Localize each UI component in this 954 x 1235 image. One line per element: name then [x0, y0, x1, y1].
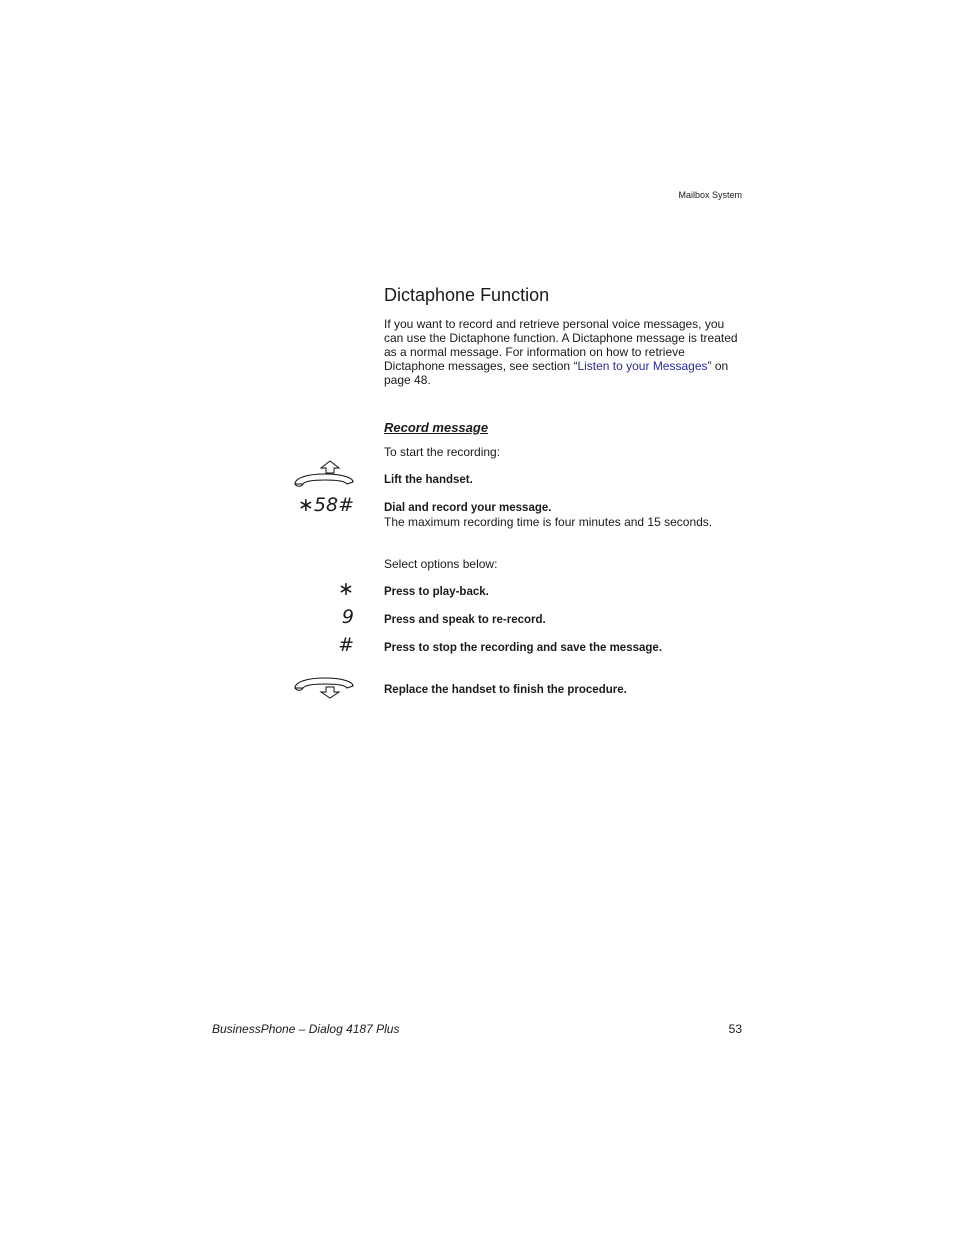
- select-options-text: Select options below:: [384, 557, 498, 571]
- star-key: ∗: [338, 578, 354, 600]
- intro-text-after-link: ” on page 48.: [384, 359, 729, 387]
- option-re-record: Press and speak to re-record.: [384, 614, 546, 626]
- footer-product-name: BusinessPhone – Dialog 4187 Plus: [212, 1022, 400, 1036]
- intro-text-before-link: If you want to record and retrieve personal voice messages, you can use the Dictaphone function. A Dictaphone message is treated as a normal message. For information on how to retrieve Dictaphone messages, see section “: [384, 317, 738, 373]
- page-number: 53: [728, 1022, 742, 1036]
- dial-code-key: ∗58#: [297, 494, 354, 516]
- record-message-subtitle: Record message: [384, 420, 489, 435]
- hash-key: #: [338, 634, 354, 656]
- start-recording-text: To start the recording:: [384, 445, 501, 459]
- handset-lift-icon: [293, 460, 355, 490]
- nine-key: 9: [341, 606, 354, 628]
- intro-paragraph: [384, 317, 744, 387]
- option-stop-save: Press to stop the recording and save the message.: [384, 642, 663, 654]
- step-lift-handset: Lift the handset.: [384, 474, 473, 486]
- step-dial-record: Dial and record your message.: [384, 502, 552, 514]
- handset-replace-icon: [293, 676, 355, 700]
- step-replace-handset: Replace the handset to finish the procedure.: [384, 684, 627, 696]
- option-play-back: Press to play-back.: [384, 586, 489, 598]
- listen-messages-link[interactable]: Listen to your Messages: [577, 359, 708, 373]
- recording-time-note: The maximum recording time is four minutes and 15 seconds.: [384, 515, 713, 529]
- running-head: Mailbox System: [678, 190, 742, 200]
- section-title: Dictaphone Function: [384, 285, 550, 305]
